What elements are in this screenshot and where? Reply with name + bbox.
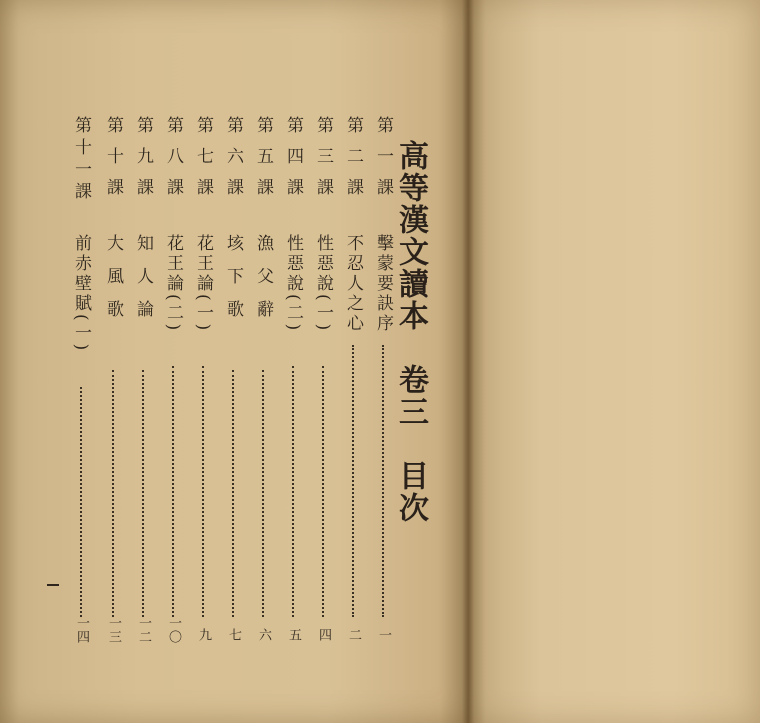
- toc-entry: [370, 116, 396, 656]
- toc-entry: [160, 116, 186, 656]
- toc-entry: [280, 116, 306, 656]
- lesson-number: 第七課: [193, 116, 213, 209]
- toc-entry: [190, 116, 216, 656]
- dot-leader: [112, 370, 114, 617]
- folio-mark: [47, 584, 59, 586]
- toc-entry: [220, 116, 246, 656]
- page-number: 一: [376, 628, 391, 642]
- page-title: 高等漢文讀本 卷三 目次: [393, 140, 428, 524]
- lesson-number: 第二課: [343, 116, 363, 209]
- dot-leader: [382, 345, 384, 617]
- lesson-title: 大風歌: [103, 234, 123, 333]
- lesson-number: 第六課: [223, 116, 243, 209]
- lesson-title: 花王論(一): [193, 234, 213, 334]
- lesson-title: 漁父辭: [253, 234, 273, 333]
- page-number: 六: [256, 628, 271, 642]
- lesson-number: 第一課: [373, 116, 393, 209]
- toc-entry: [310, 116, 336, 656]
- page-number: 七: [226, 628, 241, 642]
- lesson-title: 垓下歌: [223, 234, 243, 333]
- page-number: 一三: [106, 616, 121, 644]
- dot-leader: [172, 366, 174, 617]
- dot-leader: [292, 366, 294, 617]
- lesson-number: 第八課: [163, 116, 183, 209]
- lesson-number: 第五課: [253, 116, 273, 209]
- lesson-title: 擊蒙要訣序: [373, 234, 393, 334]
- lesson-number: 第十一課: [71, 116, 91, 204]
- lesson-number: 第十課: [103, 116, 123, 209]
- toc-entry: [340, 116, 366, 656]
- toc-entry: [68, 116, 94, 656]
- lesson-number: 第三課: [313, 116, 333, 209]
- page-number: 二: [346, 628, 361, 642]
- toc-entry: [100, 116, 126, 656]
- dot-leader: [262, 370, 264, 617]
- dot-leader: [322, 366, 324, 617]
- lesson-title: 前赤壁賦(一): [71, 234, 91, 354]
- dot-leader: [142, 370, 144, 617]
- dot-leader: [202, 366, 204, 617]
- dot-leader: [80, 387, 82, 617]
- right-page-blank: [468, 0, 760, 723]
- page-number: 四: [316, 628, 331, 642]
- book-gutter: [462, 0, 474, 723]
- page-number: 一四: [74, 616, 89, 644]
- dot-leader: [352, 345, 354, 617]
- lesson-number: 第九課: [133, 116, 153, 209]
- page-number: 九: [196, 628, 211, 642]
- lesson-title: 花王論(二): [163, 234, 183, 334]
- toc-entry: [250, 116, 276, 656]
- lesson-number: 第四課: [283, 116, 303, 209]
- page-number: 五: [286, 628, 301, 642]
- lesson-title: 性惡說(二): [283, 234, 303, 334]
- toc-entry: [130, 116, 156, 656]
- dot-leader: [232, 370, 234, 617]
- page-number: 一〇: [166, 616, 181, 644]
- page-number: 一二: [136, 616, 151, 644]
- lesson-title: 性惡說(一): [313, 234, 333, 334]
- lesson-title: 知人論: [133, 234, 153, 333]
- lesson-title: 不忍人之心: [343, 234, 363, 334]
